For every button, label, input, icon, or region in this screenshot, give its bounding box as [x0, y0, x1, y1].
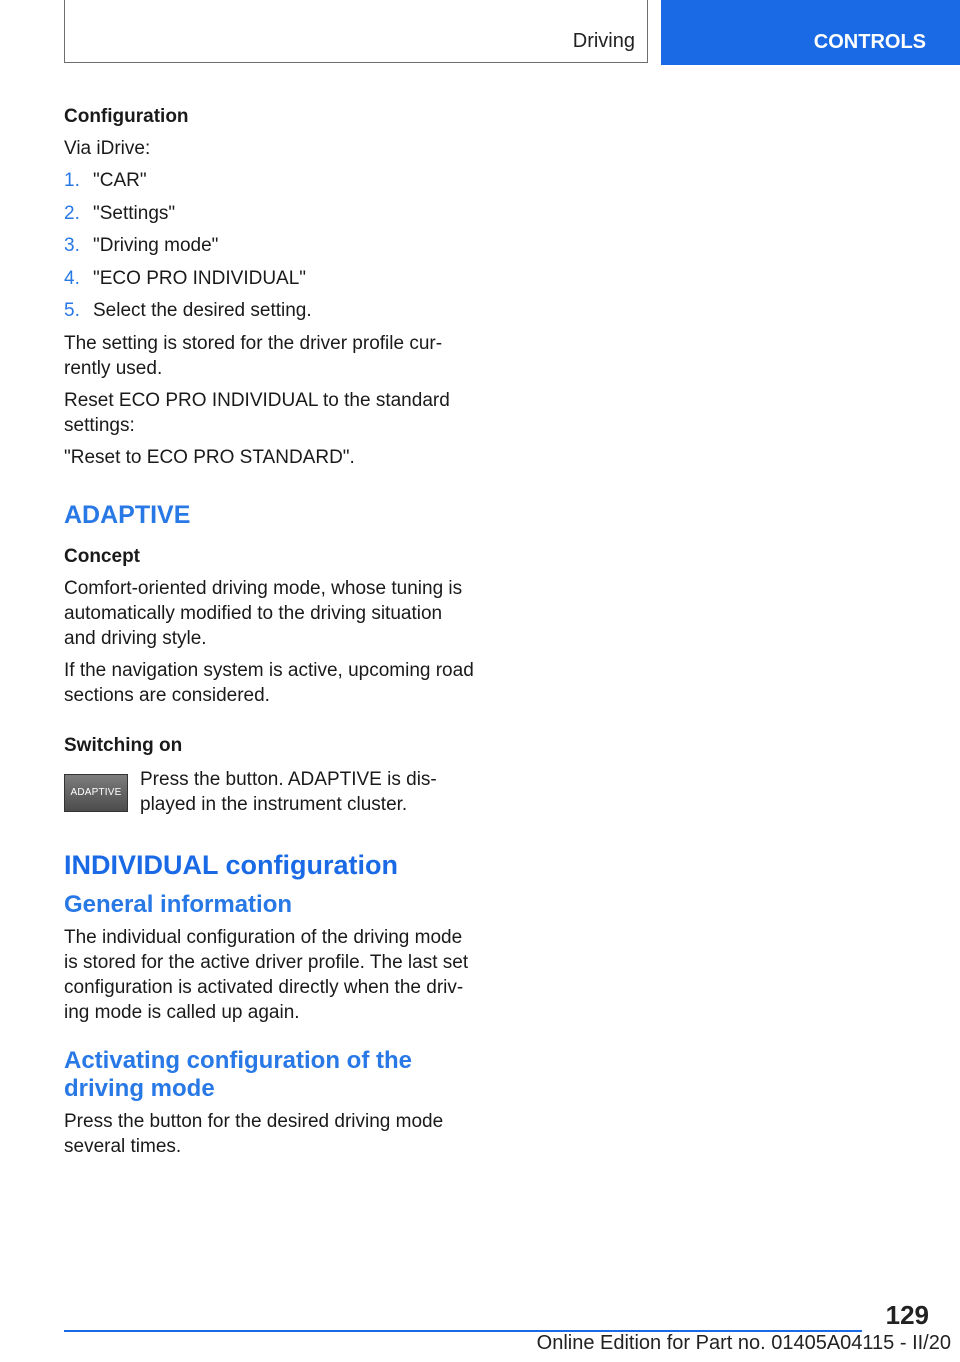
configuration-steps — [64, 168, 476, 323]
header-chapter-tab: CONTROLS — [661, 0, 960, 65]
step-number: 1. — [64, 170, 80, 191]
header-section-box — [64, 0, 648, 63]
step-text: Select the desired setting. — [93, 300, 312, 321]
reset-value: "Reset to ECO PRO STANDARD". — [64, 446, 355, 468]
step-item — [64, 298, 476, 323]
step-number: 3. — [64, 235, 80, 256]
activating-configuration-heading: Activating configuration of the driving mode — [64, 1046, 412, 1102]
page-content — [64, 104, 476, 1166]
switching-on-text: Press the button. ADAPTIVE is dis-played in the instrument cluster. — [140, 768, 437, 815]
step-number: 2. — [64, 202, 80, 224]
step-number: 5. — [64, 300, 80, 321]
general-information-text: The individual configuration of the driving mode is stored for the active driver profile. The last set configuration is activated directly when the driv-ing mode is called up again. — [64, 926, 469, 1023]
concept-heading: Concept — [64, 545, 140, 567]
general-information-heading: General information — [64, 890, 293, 918]
step-item — [64, 266, 476, 291]
step-text: "ECO PRO INDIVIDUAL" — [93, 267, 307, 289]
configuration-heading: Configuration — [64, 106, 189, 127]
configuration-intro: Via iDrive: — [64, 138, 151, 159]
activating-configuration-text: Press the button for the desired driving mode several times. — [64, 1110, 444, 1157]
header-section-title: Driving — [572, 30, 635, 52]
step-item — [64, 233, 476, 258]
individual-configuration-heading: INDIVIDUAL configuration — [64, 849, 398, 880]
step-number: 4. — [64, 267, 80, 289]
adaptive-button-icon: ADAPTIVE — [64, 774, 128, 812]
step-item — [64, 168, 476, 193]
switching-on-heading: Switching on — [64, 734, 183, 756]
switching-on-row — [64, 767, 476, 817]
concept-paragraph-2: If the navigation system is active, upcoming road sections are considered. — [64, 659, 474, 706]
reset-intro: Reset ECO PRO INDIVIDUAL to the standard settings: — [64, 389, 450, 436]
footer-edition-text: Online Edition for Part no. 01405A04115 - II/20 — [536, 1332, 951, 1354]
page-number: 129 — [885, 1300, 929, 1330]
step-text: "Driving mode" — [93, 235, 219, 256]
step-text: "CAR" — [93, 170, 147, 191]
step-text: "Settings" — [93, 202, 176, 224]
concept-paragraph-1: Comfort-oriented driving mode, whose tuning is automatically modified to the driving situation and driving style. — [64, 577, 463, 649]
step-item — [64, 201, 476, 226]
configuration-note: The setting is stored for the driver profile cur-rently used. — [64, 332, 443, 379]
adaptive-heading: ADAPTIVE — [64, 500, 191, 529]
